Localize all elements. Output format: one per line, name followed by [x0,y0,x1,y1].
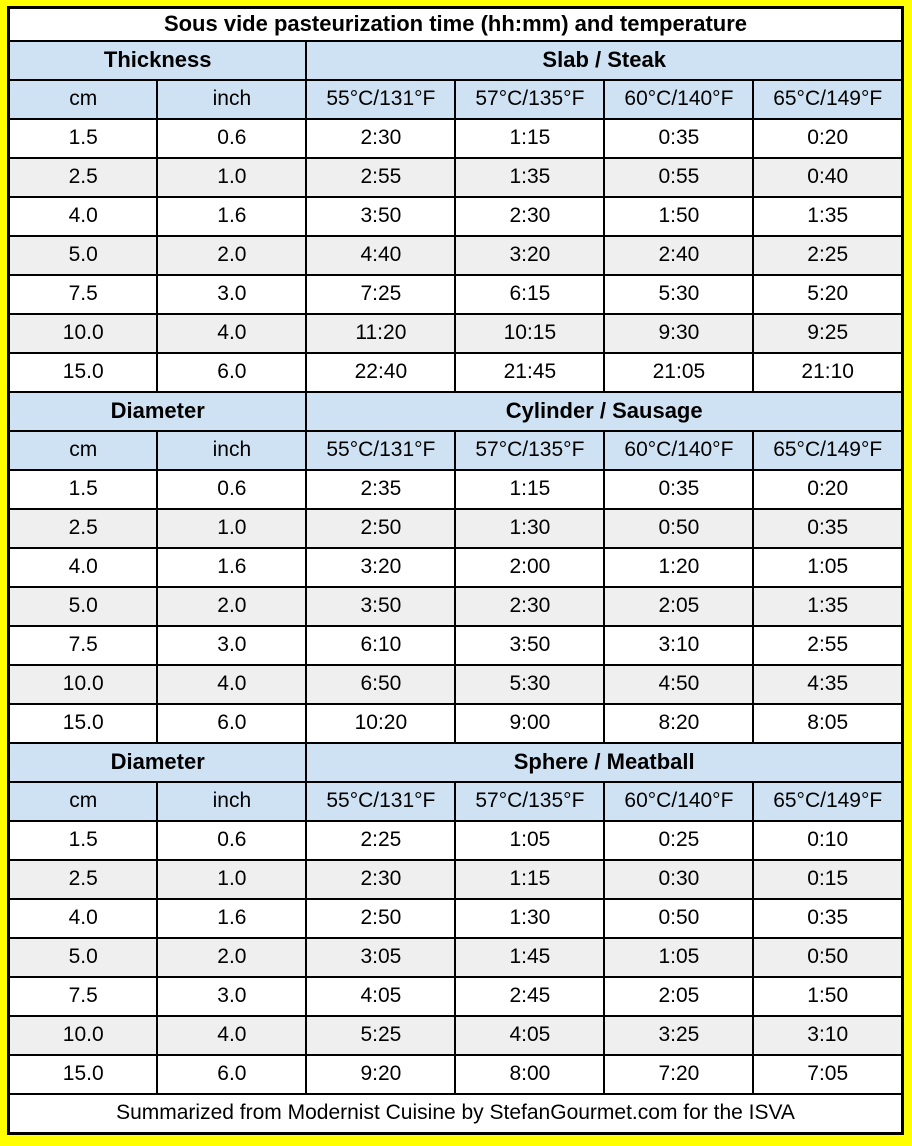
table-row [9,470,903,509]
cell-inch: 0.6 [157,821,306,860]
cell-time: 6:50 [306,665,455,704]
cell-time: 0:10 [753,821,902,860]
cell-inch: 4.0 [157,665,306,704]
unit-header-cm: cm [9,80,158,119]
cell-cm: 1.5 [9,470,158,509]
section-dimension-header: Diameter [9,392,307,431]
cell-time: 9:25 [753,314,902,353]
cell-time: 1:35 [455,158,604,197]
cell-time: 6:10 [306,626,455,665]
cell-time: 5:30 [455,665,604,704]
cell-time: 3:50 [306,197,455,236]
pasteurization-table [7,6,904,1135]
cell-inch: 1.0 [157,158,306,197]
table-row [9,1055,903,1094]
cell-cm: 7.5 [9,626,158,665]
temp-header: 65°C/149°F [753,80,902,119]
cell-inch: 0.6 [157,470,306,509]
cell-time: 2:25 [753,236,902,275]
cell-cm: 1.5 [9,119,158,158]
cell-cm: 4.0 [9,548,158,587]
cell-cm: 15.0 [9,704,158,743]
unit-header-cm: cm [9,782,158,821]
unit-header-inch: inch [157,80,306,119]
cell-cm: 2.5 [9,158,158,197]
cell-time: 2:25 [306,821,455,860]
temp-header: 60°C/140°F [604,431,753,470]
cell-time: 1:50 [604,197,753,236]
table-row [9,119,903,158]
cell-time: 5:30 [604,275,753,314]
cell-time: 2:35 [306,470,455,509]
cell-time: 1:15 [455,470,604,509]
cell-time: 10:20 [306,704,455,743]
cell-time: 9:20 [306,1055,455,1094]
cell-time: 3:20 [306,548,455,587]
cell-time: 2:50 [306,899,455,938]
cell-inch: 1.0 [157,860,306,899]
cell-time: 0:35 [604,470,753,509]
cell-time: 4:50 [604,665,753,704]
title-row [9,8,903,41]
cell-time: 0:35 [604,119,753,158]
table-row [9,626,903,665]
cell-time: 3:50 [306,587,455,626]
cell-time: 0:50 [604,509,753,548]
cell-time: 1:15 [455,119,604,158]
cell-time: 1:05 [604,938,753,977]
cell-time: 2:30 [455,197,604,236]
cell-cm: 2.5 [9,860,158,899]
cell-time: 21:10 [753,353,902,392]
cell-time: 0:55 [604,158,753,197]
temp-header: 55°C/131°F [306,431,455,470]
table-row [9,197,903,236]
cell-time: 4:35 [753,665,902,704]
section-shape-header: Sphere / Meatball [306,743,902,782]
cell-inch: 6.0 [157,1055,306,1094]
temp-header: 57°C/135°F [455,431,604,470]
cell-time: 1:30 [455,509,604,548]
cell-inch: 6.0 [157,704,306,743]
cell-time: 11:20 [306,314,455,353]
cell-inch: 1.6 [157,899,306,938]
section-dimension-header: Diameter [9,743,307,782]
table-row [9,1016,903,1055]
cell-cm: 4.0 [9,899,158,938]
cell-inch: 6.0 [157,353,306,392]
unit-header-inch: inch [157,782,306,821]
cell-inch: 1.0 [157,509,306,548]
cell-time: 2:00 [455,548,604,587]
temp-header: 60°C/140°F [604,782,753,821]
cell-cm: 5.0 [9,938,158,977]
cell-cm: 2.5 [9,509,158,548]
cell-time: 1:45 [455,938,604,977]
cell-time: 21:45 [455,353,604,392]
cell-time: 0:25 [604,821,753,860]
table-row [9,548,903,587]
table-row [9,509,903,548]
cell-time: 8:20 [604,704,753,743]
table-row [9,236,903,275]
cell-time: 0:50 [604,899,753,938]
cell-time: 1:05 [753,548,902,587]
cell-time: 5:25 [306,1016,455,1055]
column-header-row [9,80,903,119]
section-header-row [9,743,903,782]
cell-time: 21:05 [604,353,753,392]
cell-time: 1:30 [455,899,604,938]
cell-time: 1:05 [455,821,604,860]
cell-time: 0:35 [753,509,902,548]
cell-time: 4:05 [306,977,455,1016]
temp-header: 65°C/149°F [753,431,902,470]
cell-time: 2:50 [306,509,455,548]
column-header-row [9,431,903,470]
cell-time: 3:10 [604,626,753,665]
cell-time: 1:15 [455,860,604,899]
cell-time: 2:45 [455,977,604,1016]
cell-time: 7:05 [753,1055,902,1094]
cell-cm: 15.0 [9,1055,158,1094]
cell-time: 9:30 [604,314,753,353]
cell-cm: 5.0 [9,587,158,626]
cell-inch: 3.0 [157,275,306,314]
cell-time: 22:40 [306,353,455,392]
cell-time: 0:40 [753,158,902,197]
temp-header: 65°C/149°F [753,782,902,821]
cell-cm: 10.0 [9,665,158,704]
cell-inch: 2.0 [157,938,306,977]
temp-header: 55°C/131°F [306,782,455,821]
cell-time: 2:30 [306,860,455,899]
cell-inch: 0.6 [157,119,306,158]
cell-time: 2:30 [306,119,455,158]
cell-time: 2:30 [455,587,604,626]
column-header-row [9,782,903,821]
temp-header: 55°C/131°F [306,80,455,119]
cell-cm: 7.5 [9,977,158,1016]
cell-inch: 2.0 [157,236,306,275]
table-row [9,860,903,899]
cell-time: 2:05 [604,587,753,626]
temp-header: 60°C/140°F [604,80,753,119]
cell-time: 6:15 [455,275,604,314]
cell-inch: 3.0 [157,977,306,1016]
unit-header-inch: inch [157,431,306,470]
section-shape-header: Cylinder / Sausage [306,392,902,431]
cell-time: 0:50 [753,938,902,977]
table-row [9,821,903,860]
table-row [9,977,903,1016]
cell-time: 7:25 [306,275,455,314]
cell-time: 2:55 [753,626,902,665]
cell-inch: 3.0 [157,626,306,665]
cell-inch: 4.0 [157,314,306,353]
cell-cm: 10.0 [9,314,158,353]
cell-time: 2:40 [604,236,753,275]
section-header-row [9,41,903,80]
section-dimension-header: Thickness [9,41,307,80]
table-row [9,704,903,743]
cell-time: 0:20 [753,470,902,509]
section-header-row [9,392,903,431]
table-row [9,665,903,704]
table-title: Sous vide pasteurization time (hh:mm) and temperature [9,8,903,41]
table-row [9,938,903,977]
cell-time: 8:00 [455,1055,604,1094]
cell-time: 3:10 [753,1016,902,1055]
cell-cm: 4.0 [9,197,158,236]
table-footnote: Summarized from Modernist Cuisine by StefanGourmet.com for the ISVA [9,1094,903,1134]
unit-header-cm: cm [9,431,158,470]
cell-time: 0:35 [753,899,902,938]
cell-time: 2:55 [306,158,455,197]
table-row [9,158,903,197]
table-row [9,353,903,392]
temp-header: 57°C/135°F [455,80,604,119]
cell-time: 5:20 [753,275,902,314]
cell-cm: 10.0 [9,1016,158,1055]
footer-row [9,1094,903,1134]
cell-cm: 7.5 [9,275,158,314]
table-row [9,314,903,353]
cell-inch: 1.6 [157,197,306,236]
cell-inch: 1.6 [157,548,306,587]
cell-time: 3:25 [604,1016,753,1055]
cell-time: 0:20 [753,119,902,158]
cell-time: 10:15 [455,314,604,353]
cell-inch: 2.0 [157,587,306,626]
table-row [9,899,903,938]
cell-cm: 5.0 [9,236,158,275]
cell-time: 3:05 [306,938,455,977]
temp-header: 57°C/135°F [455,782,604,821]
table-row [9,587,903,626]
cell-time: 1:35 [753,197,902,236]
section-shape-header: Slab / Steak [306,41,902,80]
cell-time: 0:30 [604,860,753,899]
cell-time: 4:05 [455,1016,604,1055]
cell-time: 8:05 [753,704,902,743]
cell-cm: 15.0 [9,353,158,392]
cell-time: 1:35 [753,587,902,626]
cell-time: 3:20 [455,236,604,275]
cell-time: 2:05 [604,977,753,1016]
cell-time: 4:40 [306,236,455,275]
table-row [9,275,903,314]
cell-time: 9:00 [455,704,604,743]
cell-time: 0:15 [753,860,902,899]
cell-time: 7:20 [604,1055,753,1094]
cell-inch: 4.0 [157,1016,306,1055]
cell-time: 1:50 [753,977,902,1016]
cell-time: 3:50 [455,626,604,665]
cell-cm: 1.5 [9,821,158,860]
cell-time: 1:20 [604,548,753,587]
